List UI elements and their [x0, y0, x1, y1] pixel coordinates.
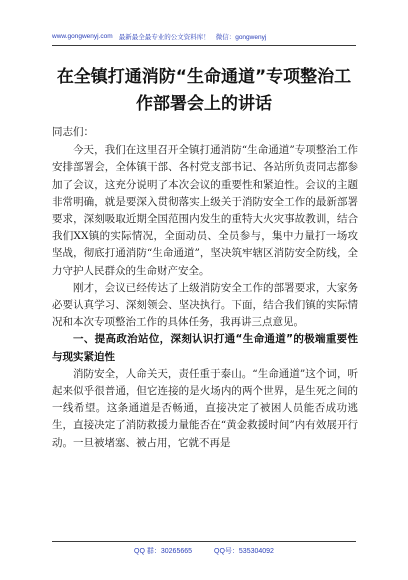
section-heading-1: 一、提高政治站位，深刻认识打通“生命通道”的极端重要性与现实紧迫性	[52, 333, 358, 363]
site-footer	[52, 546, 356, 556]
title-line-2: 作部署会上的讲话	[136, 94, 272, 114]
footer-divider	[52, 541, 356, 542]
header-wechat: 微信：gongwenyj	[215, 34, 267, 41]
paragraph-2: 刚才，会议已经传达了上级消防安全工作的部署要求，大家务必要认真学习、深刻领会、坚决执行。下面，结合我们镇的实际情况和本次专项整治工作的具体任务，我再讲三点意见。	[52, 281, 358, 329]
header-url[interactable]: www.gongwenyj.com	[52, 33, 113, 40]
paragraph-1: 今天，我们在这里召开全镇打通消防“生命通道”专项整治工作安排部署会，全体镇干部、各村党支部书记、各站所负责同志都参加了会议，这充分说明了本次会议的重要性和紧迫性。会议的主题非常明确，就是要深入贯彻落实上级关于消防安全工作的最新部署要求，深刻吸取近期全国范围内发生的重特大火灾事故教训，结合我们XX镇的实际情况，全面动员、全员参与，集中力量打一场攻坚战，彻底打通消防“生命通道”，坚决筑牢辖区消防安全防线，全力守护人民群众的生命财产安全。	[52, 144, 358, 277]
salutation: 同志们：	[52, 126, 94, 138]
header-divider	[52, 45, 356, 46]
header-slogan: 最新最全最专业的公文资料库！	[118, 34, 210, 41]
document-title	[40, 64, 368, 118]
footer-qq-group: QQ 群：30265665	[134, 548, 193, 555]
section-1-paragraph: 消防安全，人命关天，责任重于泰山。“生命通道”这个词，听起来似乎很普通，但它连接的是火场内的两个世界，是生死之间的一线希望。这条通道是否畅通，直接决定了被困人员能否成功逃生，直接决定了消防救援力量能否在“黄金救援时间”内有效展开行动。一旦被堵塞、被占用，它就不再是	[52, 367, 358, 449]
document-body	[52, 124, 358, 452]
footer-qq: QQ号：535304092	[214, 548, 274, 555]
site-header	[52, 32, 356, 41]
title-line-1: 在全镇打通消防“生命通道”专项整治工	[56, 67, 352, 87]
